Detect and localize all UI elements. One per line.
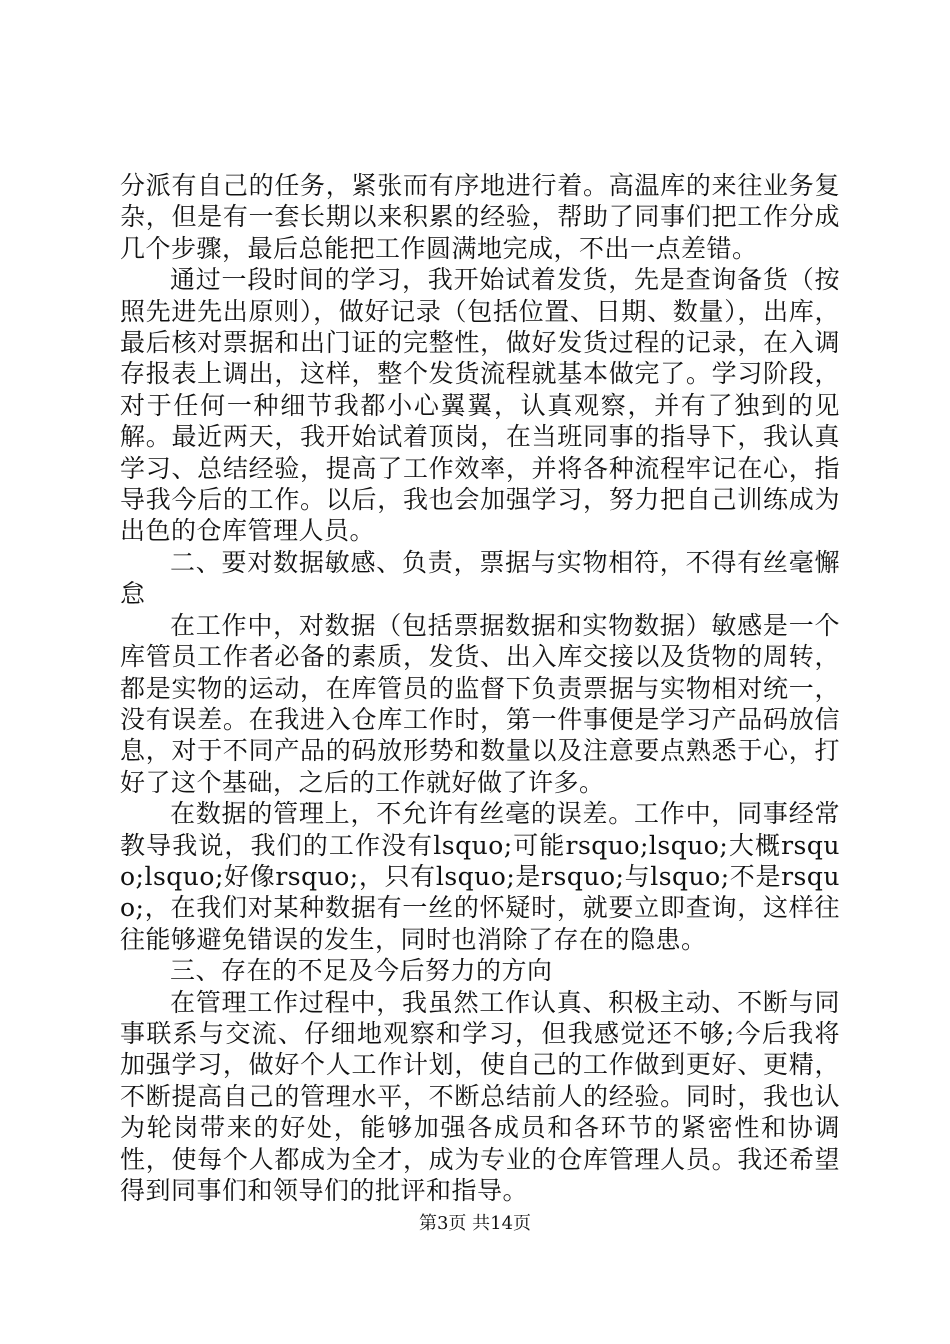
page-number-footer: 第3页 共14页 bbox=[418, 1213, 532, 1234]
paragraph-1: 分派有自己的任务，紧张而有序地进行着。高温库的来往业务复杂，但是有一套长期以来积累的经验，帮助了同事们把工作分成几个步骤，最后总能把工作圆满地完成，不出一点差错。 bbox=[120, 171, 840, 263]
section-heading-3: 三、存在的不足及今后努力的方向 bbox=[170, 956, 553, 986]
paragraph-4: 在数据的管理上，不允许有丝毫的误差。工作中，同事经常教导我说，我们的工作没有lsquo;可能rsquo;lsquo;大概rsquo;lsquo;好像rsquo;，只有lsquo;是rsquo;与lsquo;不是rsquo;，在我们对某种数据有一丝的怀疑时，就要立即查询，这样往往能够避免错误的发生，同时也消除了存在的隐患。 bbox=[120, 799, 840, 954]
paragraph-3: 在工作中，对数据（包括票据数据和实物数据）敏感是一个库管员工作者必备的素质，发货、出入库交接以及货物的周转，都是实物的运动，在库管员的监督下负责票据与实物相对统一，没有误差。在我进入仓库工作时，第一件事便是学习产品码放信息，对于不同产品的码放形势和数量以及注意要点熟悉于心，打好了这个基础，之后的工作就好做了许多。 bbox=[120, 610, 840, 797]
section-heading-2: 二、要对数据敏感、负责，票据与实物相符，不得有丝毫懈怠 bbox=[120, 547, 840, 609]
paragraph-2: 通过一段时间的学习，我开始试着发货，先是查询备货（按照先进先出原则），做好记录（包括位置、日期、数量），出库，最后核对票据和出门证的完整性，做好发货过程的记录，在入调存报表上调出，这样，整个发货流程就基本做完了。学习阶段，对于任何一种细节我都小心翼翼，认真观察，并有了独到的见解。最近两天，我开始试着顶岗，在当班同事的指导下，我认真学习、总结经验，提高了工作效率，并将各种流程牢记在心，指导我今后的工作。以后，我也会加强学习，努力把自己训练成为出色的仓库管理人员。 bbox=[120, 265, 840, 546]
paragraph-5: 在管理工作过程中，我虽然工作认真、积极主动、不断与同事联系与交流、仔细地观察和学习，但我感觉还不够;今后我将加强学习，做好个人工作计划，使自己的工作做到更好、更精，不断提高自己的管理水平，不断总结前人的经验。同时，我也认为轮岗带来的好处，能够加强各成员和各环节的紧密性和协调性，使每个人都成为全才，成为专业的仓库管理人员。我还希望得到同事们和领导们的批评和指导。 bbox=[120, 987, 840, 1205]
document-body bbox=[120, 170, 840, 1206]
